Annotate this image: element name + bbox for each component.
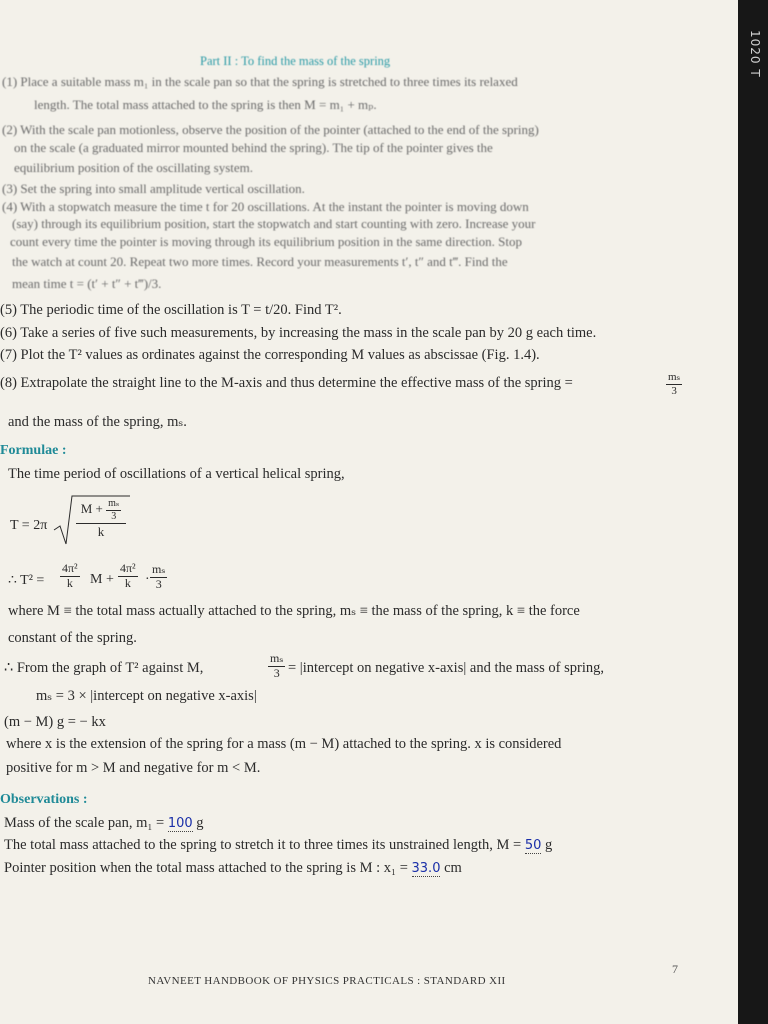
- fraction-numerator: mₛ: [108, 498, 120, 509]
- fraction-numerator: 4π²: [120, 561, 136, 575]
- procedure-line: (2) With the scale pan motionless, observe the position of the pointer (attached to the end of the spring): [2, 122, 539, 137]
- ms-over-3: [106, 498, 121, 522]
- procedure-line: (7) Plot the T² values as ordinates against the corresponding M values as abscissae (Fig. 1.4).: [0, 347, 540, 363]
- formulae-intro: The time period of oscillations of a vertical helical spring,: [8, 466, 345, 482]
- procedure-line: mean time t = (t′ + t″ + t‴)/3.: [12, 276, 162, 291]
- fraction-denominator: k: [66, 575, 73, 590]
- procedure-line: (4) With a stopwatch measure the time t for 20 oscillations. At the instant the pointer is moving down: [2, 199, 529, 214]
- observation-label: The total mass attached to the spring to stretch it to three times its unstrained length, M =: [4, 837, 522, 853]
- procedure-line: count every time the pointer is moving through its equilibrium position in the same direction. Stop: [10, 234, 522, 249]
- part-title: Part II : To find the mass of the spring: [200, 54, 391, 68]
- handwritten-value: 33.0: [411, 861, 441, 876]
- observations-heading: Observations :: [0, 792, 88, 807]
- fraction-denominator: 3: [155, 576, 162, 591]
- root-numerator: [76, 498, 126, 524]
- footer-title: NAVNEET HANDBOOK OF PHYSICS PRACTICALS : STANDARD XII: [148, 975, 506, 987]
- spring-mass-relation: mₛ = 3 × |intercept on negative x-axis|: [36, 688, 257, 704]
- force-equation: (m − M) g = − kx: [4, 714, 106, 730]
- graph-relation-line: = |intercept on negative x-axis| and the mass of spring,: [288, 660, 604, 676]
- procedure-line: on the scale (a graduated mirror mounted behind the spring). The tip of the pointer gives the: [14, 140, 493, 155]
- handwritten-value: 50: [524, 838, 542, 853]
- t-squared-lhs: ∴ T² =: [8, 573, 45, 588]
- fraction-4pi2-over-k: [118, 562, 138, 591]
- where-definition-line: constant of the spring.: [8, 630, 137, 646]
- procedure-line: (say) through its equilibrium position, start the stopwatch and start counting with zero. Increase your: [12, 216, 536, 231]
- observation-unit: cm: [444, 860, 462, 876]
- fraction-numerator: 4π²: [62, 561, 78, 575]
- fraction-4pi2-over-k: [60, 562, 80, 591]
- observation-unit: g: [196, 815, 204, 831]
- observation-scale-pan: [4, 815, 204, 832]
- fraction-denominator: k: [124, 575, 131, 590]
- root-numerator-text: M +: [80, 500, 103, 516]
- ms-over-3: [268, 652, 285, 681]
- extension-description: where x is the extension of the spring for a mass (m − M) attached to the spring. x is considered: [6, 736, 562, 752]
- fraction-denominator: 3: [671, 384, 677, 397]
- period-lhs: T = 2π: [10, 518, 48, 533]
- observation-label: Pointer position when the total mass attached to the spring is M : x₁ =: [4, 860, 408, 876]
- procedure-line: (8) Extrapolate the straight line to the M-axis and thus determine the effective mass of the spring =: [0, 375, 573, 391]
- observation-unit: g: [544, 837, 553, 853]
- root-fraction: [76, 498, 126, 540]
- page-number: 7: [672, 962, 678, 976]
- book-spine-shadow: [738, 0, 768, 1024]
- procedure-line: and the mass of the spring, mₛ.: [8, 414, 187, 430]
- procedure-line: (1) Place a suitable mass m₁ in the scale pan so that the spring is stretched to three times its relaxed: [2, 74, 518, 89]
- fraction-denominator: 3: [273, 665, 280, 680]
- graph-relation-line: ∴ From the graph of T² against M,: [4, 660, 204, 676]
- effective-mass-fraction: [666, 371, 682, 397]
- handwritten-value: 100: [167, 816, 193, 831]
- procedure-line: (5) The periodic time of the oscillation is T = t/20. Find T².: [0, 302, 342, 318]
- where-definition-line: where M ≡ the total mass actually attached to the spring, mₛ ≡ the mass of the spring, k ≡ the force: [8, 603, 580, 619]
- fraction-numerator: mₛ: [668, 371, 681, 383]
- t-squared-middle: M +: [90, 572, 114, 587]
- ms-over-3: [150, 563, 167, 592]
- root-denominator: k: [97, 524, 105, 539]
- multiplication-dot: ·: [145, 572, 150, 587]
- procedure-line: equilibrium position of the oscillating system.: [14, 160, 254, 175]
- spine-text: 1020 T: [748, 30, 762, 78]
- observation-label: Mass of the scale pan, m₁ =: [4, 815, 165, 831]
- fraction-numerator: mₛ: [270, 651, 284, 665]
- observation-pointer-position: [4, 860, 462, 877]
- fraction-denominator: 3: [111, 510, 117, 522]
- observation-total-mass: [4, 837, 552, 854]
- extension-description: positive for m > M and negative for m < M.: [6, 760, 261, 776]
- fraction-numerator: mₛ: [152, 562, 166, 576]
- procedure-line: the watch at count 20. Repeat two more times. Record your measurements t′, t″ and t‴. Find the: [12, 254, 508, 269]
- formulae-heading: Formulae :: [0, 443, 67, 458]
- procedure-line: length. The total mass attached to the spring is then M = m₁ + mₚ.: [34, 97, 377, 112]
- procedure-line: (3) Set the spring into small amplitude vertical oscillation.: [2, 181, 305, 196]
- procedure-line: (6) Take a series of five such measurements, by increasing the mass in the scale pan by 20 g each time.: [0, 325, 597, 341]
